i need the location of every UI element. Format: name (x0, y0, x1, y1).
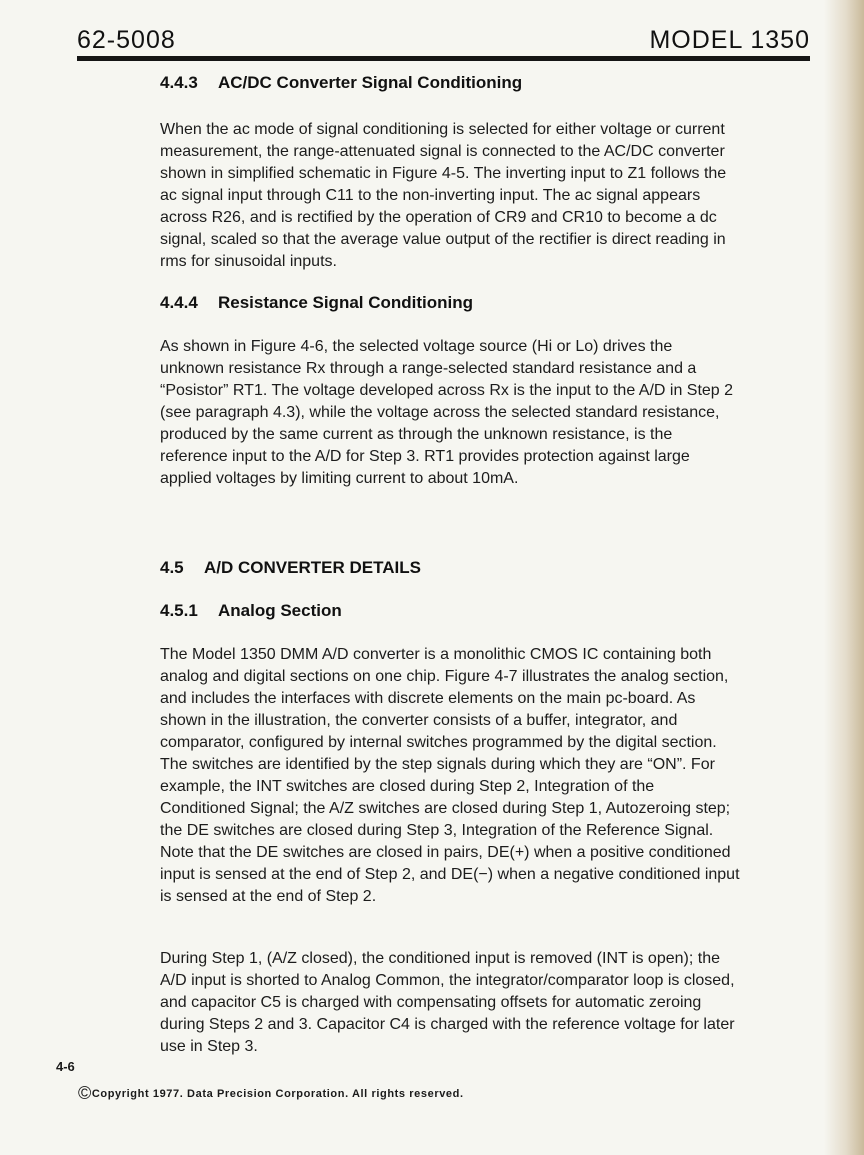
section-heading-4-5 (160, 558, 421, 578)
section-title: Resistance Signal Conditioning (218, 293, 474, 312)
section-title: A/D CONVERTER DETAILS (204, 558, 421, 577)
section-title: AC/DC Converter Signal Conditioning (218, 73, 523, 92)
section-number: 4.5.1 (160, 601, 198, 620)
section-title: Analog Section (218, 601, 342, 620)
paragraph-step-1: During Step 1, (A/Z closed), the conditioned input is removed (INT is open); the A/D input is shorted to Analog Common, the integrator/comparator loop is closed, and capacitor C5 is charged with compensating offsets for automatic zeroing during Steps 2 and 3. Capacitor C4 is charged with the reference voltage for later use in Step 3. (160, 950, 735, 1055)
paper-edge (824, 0, 864, 1155)
section-number: 4.4.3 (160, 73, 198, 92)
copyright-notice (78, 1083, 464, 1104)
paragraph-resistance: As shown in Figure 4-6, the selected voltage source (Hi or Lo) drives the unknown resistance Rx through a range-selected standard resistance and a “Posistor” RT1. The voltage developed across Rx is the input to the A/D in Step 2 (see paragraph 4.3), while the voltage across the selected standard resistance, produced by the same current as through the unknown resistance, is the reference input to the A/D for Step 3. RT1 provides protection against large applied voltages by limiting current to about 10mA. (160, 338, 734, 487)
copyright-symbol: © (78, 1083, 92, 1103)
paragraph-ac-dc: When the ac mode of signal conditioning is selected for either voltage or current measurement, the range-attenuated signal is connected to the AC/DC converter shown in simplified schematic in Figure 4-5. The inverting input to Z1 follows the ac signal input through C11 to the non-inverting input. The ac signal appears across R26, and is rectified by the operation of CR9 and CR10 to become a dc signal, scaled so that the average value output of the rectifier is direct reading in rms for sinusoidal inputs. (160, 121, 727, 270)
section-heading-4-5-1 (160, 601, 342, 621)
section-heading-4-4-3 (160, 73, 522, 93)
page-number: 4-6 (56, 1059, 75, 1074)
section-number: 4.5 (160, 558, 184, 577)
section-heading-4-4-4 (160, 293, 473, 313)
paragraph-analog-section: The Model 1350 DMM A/D converter is a monolithic CMOS IC containing both analog and digital sections on one chip. Figure 4-7 illustrates the analog section, and includes the interfaces with discrete elements on the main pc-board. As shown in the illustration, the converter consists of a buffer, integrator, and comparator, configured by internal switches programmed by the digital section. The switches are identified by the step signals during which they are “ON”. For example, the INT switches are closed during Step 2, Integration of the Conditioned Signal; the A/Z switches are closed during Step 1, Autozeroing step; the DE switches are closed during Step 3, Integration of the Reference Signal. Note that the DE switches are closed in pairs, DE(+) when a positive conditioned input is sensed at the end of Step 2, and DE(−) when a negative conditioned input is sensed at the end of Step 2. (160, 646, 740, 905)
model-title: MODEL 1350 (649, 26, 810, 54)
document-number: 62-5008 (77, 26, 176, 54)
copyright-text: Copyright 1977. Data Precision Corporation. All rights reserved. (91, 1088, 464, 1100)
section-number: 4.4.4 (160, 293, 198, 312)
header-rule (77, 56, 810, 61)
